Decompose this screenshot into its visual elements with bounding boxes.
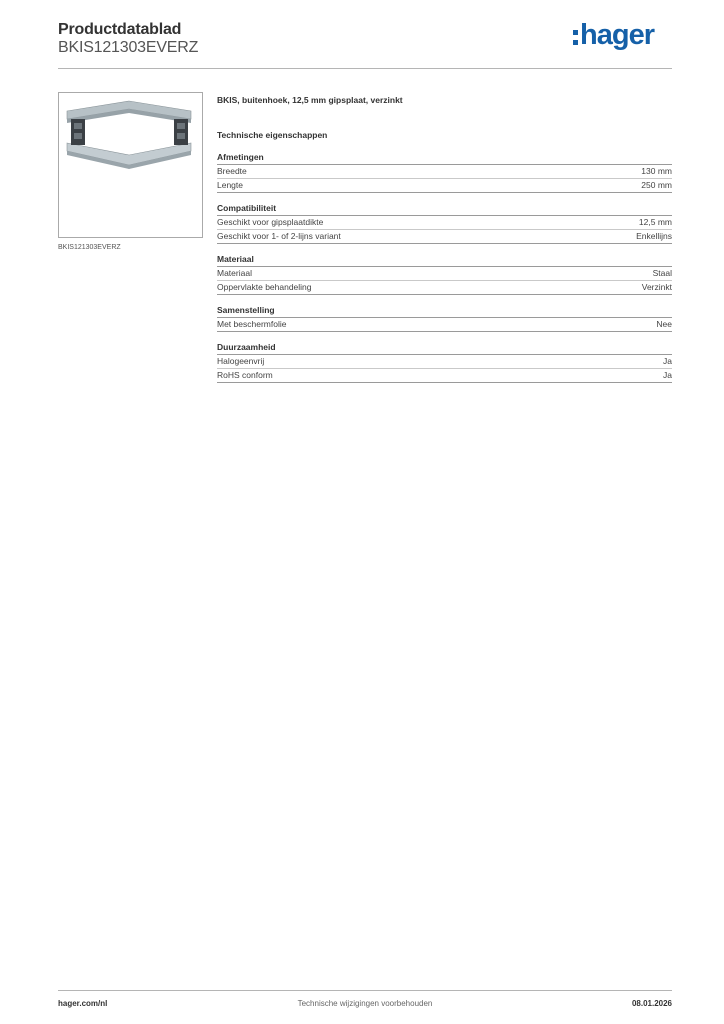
spec-value: Verzinkt [641, 282, 672, 292]
spec-section [217, 254, 672, 295]
spec-row [217, 165, 672, 179]
spec-row [217, 369, 672, 383]
image-caption: BKIS121303EVERZ [58, 244, 121, 251]
spec-value: Ja [663, 356, 672, 366]
section-title: Materiaal [217, 254, 672, 267]
spec-label: Geschikt voor 1- of 2-lijns variant [217, 231, 341, 241]
hager-logo [573, 20, 654, 50]
section-title: Compatibiliteit [217, 203, 672, 216]
spec-row [217, 318, 672, 332]
spec-label: Geschikt voor gipsplaatdikte [217, 217, 324, 227]
spec-value: Enkellijns [636, 231, 672, 241]
page-footer [58, 990, 672, 1011]
spec-row [217, 355, 672, 369]
footer-date: 08.01.2026 [631, 999, 672, 1008]
spec-value: Nee [656, 319, 672, 329]
section-title: Afmetingen [217, 152, 672, 165]
spec-label: Materiaal [217, 268, 252, 278]
product-description: BKIS, buitenhoek, 12,5 mm gipsplaat, verzinkt [217, 95, 403, 105]
spec-section [217, 152, 672, 193]
product-image [58, 92, 203, 238]
spec-row [217, 230, 672, 244]
spec-label: Lengte [217, 180, 243, 190]
footer-disclaimer: Technische wijzigingen voorbehouden [297, 999, 433, 1008]
spec-value: 250 mm [641, 180, 672, 190]
spec-section [217, 203, 672, 244]
spec-label: Breedte [217, 166, 247, 176]
tech-properties-title: Technische eigenschappen [217, 130, 328, 140]
spec-label: Met beschermfolie [217, 319, 287, 329]
spec-content [217, 95, 672, 383]
spec-row [217, 281, 672, 295]
section-title: Duurzaamheid [217, 342, 672, 355]
spec-value: Ja [663, 370, 672, 380]
spec-label: Halogeenvrij [217, 356, 265, 366]
spec-row [217, 179, 672, 193]
spec-row [217, 267, 672, 281]
logo-dots-icon [573, 30, 578, 45]
spec-section [217, 305, 672, 332]
product-corner-photo-icon [59, 93, 202, 237]
section-title: Samenstelling [217, 305, 672, 318]
footer-website[interactable]: hager.com/nl [58, 999, 108, 1008]
spec-label: RoHS conform [217, 370, 273, 380]
product-code: BKIS121303EVERZ [58, 39, 199, 56]
spec-value: Staal [652, 268, 672, 278]
document-title: Productdatablad [58, 21, 182, 38]
logo-text: hager [580, 18, 654, 51]
spec-label: Oppervlakte behandeling [217, 282, 312, 292]
spec-sections [217, 152, 672, 383]
spec-value: 130 mm [641, 166, 672, 176]
spec-value: 12,5 mm [638, 217, 672, 227]
spec-section [217, 342, 672, 383]
spec-row [217, 216, 672, 230]
page-header [58, 20, 672, 69]
